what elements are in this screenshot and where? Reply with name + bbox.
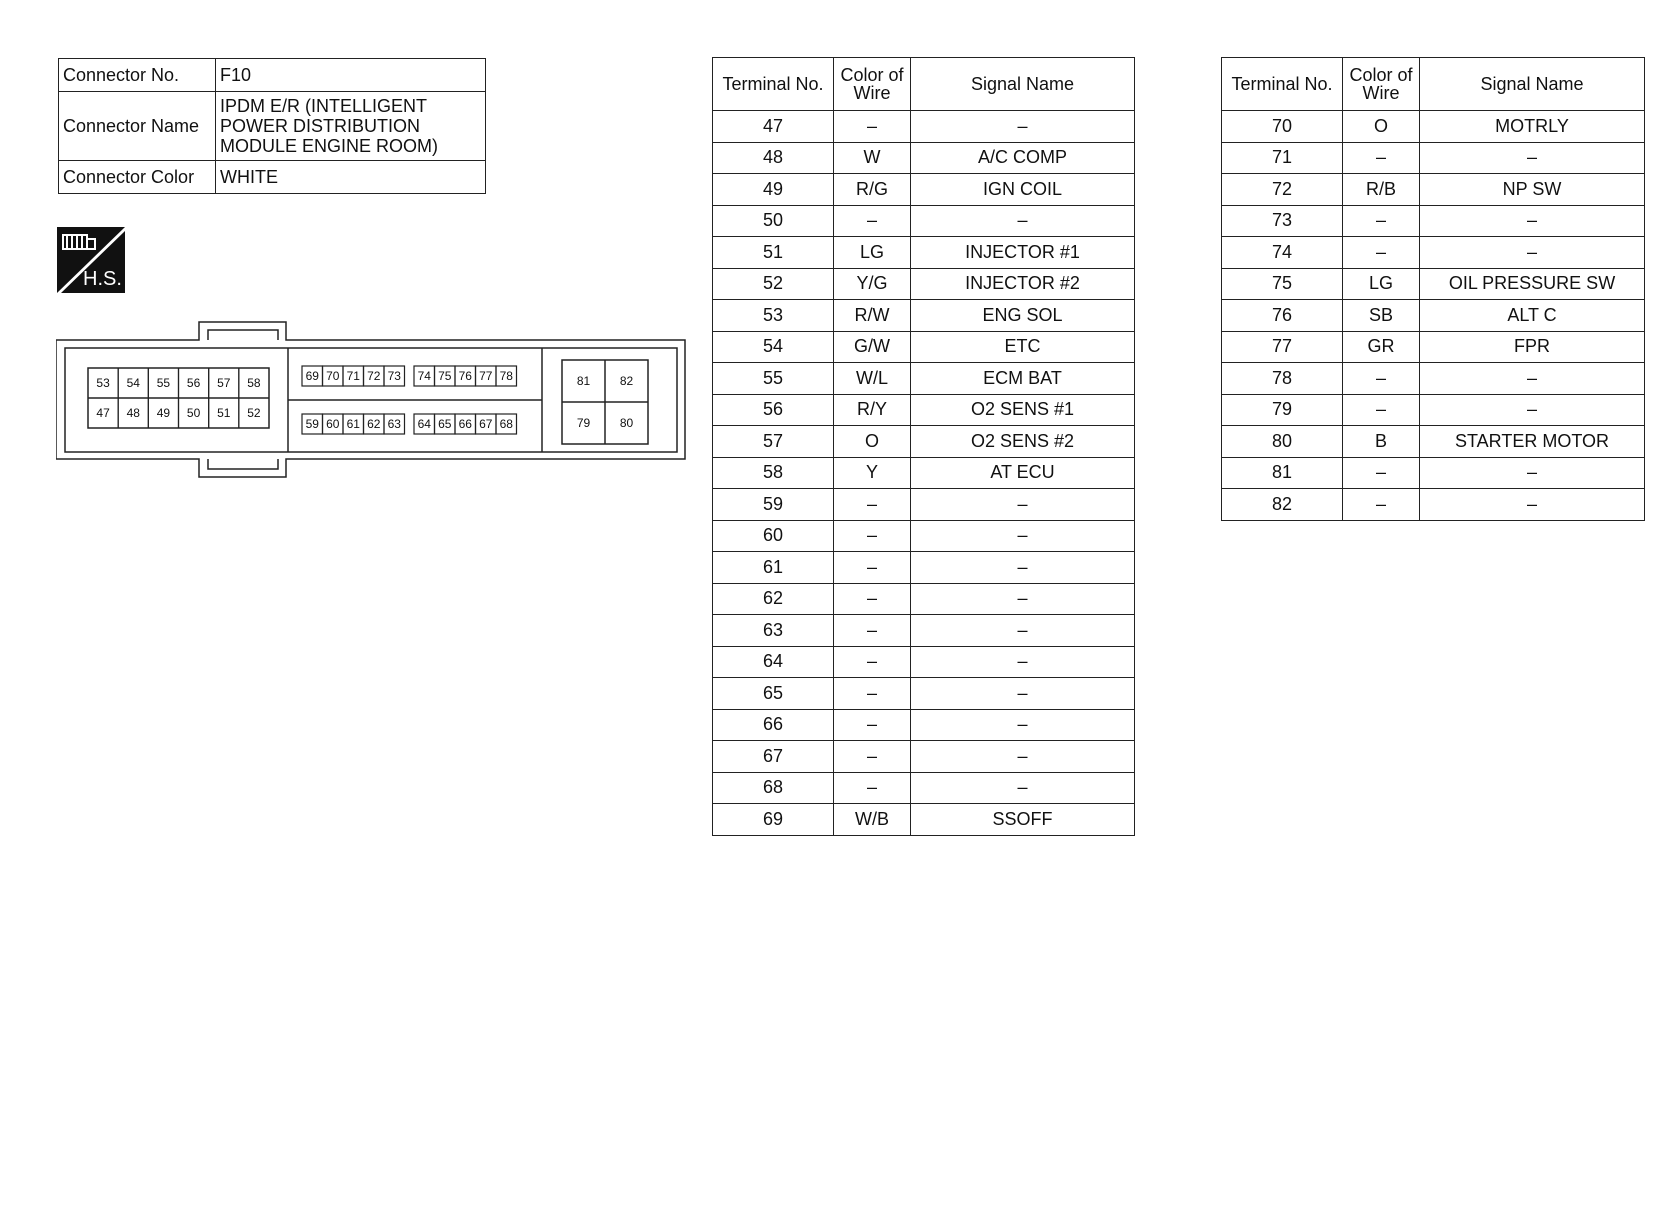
pin-label: 59 xyxy=(305,417,319,431)
wire-color-cell: – xyxy=(1343,457,1420,489)
pin-label: 77 xyxy=(479,369,493,383)
signal-name-cell: A/C COMP xyxy=(911,142,1135,174)
table-row xyxy=(1222,363,1645,395)
table-row xyxy=(713,489,1135,521)
terminal-no-cell: 72 xyxy=(1222,174,1343,206)
signal-name-cell: – xyxy=(911,489,1135,521)
pin-label: 64 xyxy=(417,417,431,431)
pin-label: 51 xyxy=(217,406,231,420)
terminal-no-cell: 76 xyxy=(1222,300,1343,332)
terminal-no-cell: 53 xyxy=(713,300,834,332)
connector-no-value: F10 xyxy=(216,59,486,92)
signal-name-cell: – xyxy=(1420,489,1645,521)
pin-label: 60 xyxy=(326,417,340,431)
signal-name-cell: ENG SOL xyxy=(911,300,1135,332)
pin-label: 55 xyxy=(156,376,171,390)
signal-name-cell: – xyxy=(911,552,1135,584)
terminal-no-cell: 65 xyxy=(713,678,834,710)
signal-name-cell: NP SW xyxy=(1420,174,1645,206)
table-row xyxy=(713,678,1135,710)
wire-color-cell: W xyxy=(834,142,911,174)
wire-color-cell: O xyxy=(1343,111,1420,143)
pin-label: 80 xyxy=(619,416,634,430)
table-row xyxy=(713,237,1135,269)
header-color: Color of Wire xyxy=(834,58,911,111)
wire-color-cell: – xyxy=(834,615,911,647)
pin-label: 79 xyxy=(576,416,591,430)
wire-color-cell: LG xyxy=(834,237,911,269)
table-row xyxy=(713,709,1135,741)
signal-name-cell: – xyxy=(911,520,1135,552)
signal-name-cell: – xyxy=(911,741,1135,773)
table-row xyxy=(713,741,1135,773)
pin-label: 57 xyxy=(217,376,231,390)
pin-label: 53 xyxy=(96,376,110,390)
terminal-no-cell: 54 xyxy=(713,331,834,363)
terminal-no-cell: 59 xyxy=(713,489,834,521)
table-row xyxy=(713,331,1135,363)
hs-badge-text: H.S. xyxy=(83,268,122,290)
table-row xyxy=(713,363,1135,395)
table-row xyxy=(1222,394,1645,426)
table-row xyxy=(713,426,1135,458)
signal-name-cell: – xyxy=(911,646,1135,678)
signal-name-cell: ECM BAT xyxy=(911,363,1135,395)
table-row xyxy=(713,111,1135,143)
signal-name-cell: O2 SENS #2 xyxy=(911,426,1135,458)
wire-color-cell: – xyxy=(834,709,911,741)
terminal-no-cell: 52 xyxy=(713,268,834,300)
wire-color-cell: – xyxy=(834,741,911,773)
table-row xyxy=(713,804,1135,836)
pin-label: 62 xyxy=(367,417,381,431)
signal-name-cell: – xyxy=(911,615,1135,647)
signal-name-cell: OIL PRESSURE SW xyxy=(1420,268,1645,300)
table-row xyxy=(1222,457,1645,489)
terminal-no-cell: 74 xyxy=(1222,237,1343,269)
wire-color-cell: B xyxy=(1343,426,1420,458)
signal-name-cell: – xyxy=(911,111,1135,143)
terminal-no-cell: 77 xyxy=(1222,331,1343,363)
pin-label: 52 xyxy=(247,406,261,420)
wire-color-cell: LG xyxy=(1343,268,1420,300)
signal-name-cell: ALT C xyxy=(1420,300,1645,332)
table-row xyxy=(713,772,1135,804)
table-row xyxy=(1222,331,1645,363)
pin-label: 71 xyxy=(346,369,360,383)
connector-face-diagram xyxy=(56,318,686,482)
pin-label: 82 xyxy=(619,374,634,388)
table-row xyxy=(713,205,1135,237)
terminal-no-cell: 71 xyxy=(1222,142,1343,174)
wire-color-cell: – xyxy=(834,489,911,521)
wire-color-cell: – xyxy=(834,646,911,678)
signal-name-cell: AT ECU xyxy=(911,457,1135,489)
wire-color-cell: R/G xyxy=(834,174,911,206)
terminal-no-cell: 82 xyxy=(1222,489,1343,521)
pin-label: 66 xyxy=(458,417,472,431)
connector-name-label: Connector Name xyxy=(59,92,216,161)
terminal-no-cell: 61 xyxy=(713,552,834,584)
pin-label: 73 xyxy=(387,369,401,383)
header-terminal: Terminal No. xyxy=(1222,58,1343,111)
wire-color-cell: – xyxy=(1343,237,1420,269)
wire-color-cell: – xyxy=(834,772,911,804)
signal-name-cell: – xyxy=(911,709,1135,741)
wire-color-cell: O xyxy=(834,426,911,458)
table-row xyxy=(713,457,1135,489)
terminal-no-cell: 66 xyxy=(713,709,834,741)
table-row xyxy=(1222,489,1645,521)
terminal-no-cell: 73 xyxy=(1222,205,1343,237)
signal-name-cell: – xyxy=(1420,142,1645,174)
table-row xyxy=(1222,426,1645,458)
terminal-no-cell: 80 xyxy=(1222,426,1343,458)
pin-label: 56 xyxy=(186,376,201,390)
hs-badge-icon xyxy=(57,227,125,293)
table-row xyxy=(1222,268,1645,300)
table-row xyxy=(713,394,1135,426)
table-row xyxy=(713,646,1135,678)
signal-name-cell: SSOFF xyxy=(911,804,1135,836)
wire-color-cell: – xyxy=(834,520,911,552)
connector-info-table xyxy=(58,58,486,194)
terminal-no-cell: 47 xyxy=(713,111,834,143)
wire-color-cell: GR xyxy=(1343,331,1420,363)
signal-name-cell: – xyxy=(1420,363,1645,395)
table-row xyxy=(1222,205,1645,237)
terminal-no-cell: 70 xyxy=(1222,111,1343,143)
wire-color-cell: W/L xyxy=(834,363,911,395)
table-row xyxy=(1222,174,1645,206)
signal-name-cell: – xyxy=(911,772,1135,804)
signal-name-cell: MOTRLY xyxy=(1420,111,1645,143)
table-row xyxy=(1222,111,1645,143)
terminal-no-cell: 79 xyxy=(1222,394,1343,426)
connector-color-label: Connector Color xyxy=(59,161,216,194)
pin-label: 76 xyxy=(458,369,472,383)
pin-label: 75 xyxy=(438,369,452,383)
wire-color-cell: SB xyxy=(1343,300,1420,332)
table-row xyxy=(1222,237,1645,269)
wire-color-cell: – xyxy=(834,552,911,584)
terminal-no-cell: 69 xyxy=(713,804,834,836)
terminal-no-cell: 50 xyxy=(713,205,834,237)
wire-color-cell: Y/G xyxy=(834,268,911,300)
signal-name-cell: IGN COIL xyxy=(911,174,1135,206)
signal-name-cell: O2 SENS #1 xyxy=(911,394,1135,426)
signal-name-cell: – xyxy=(1420,457,1645,489)
signal-name-cell: ETC xyxy=(911,331,1135,363)
pin-label: 63 xyxy=(387,417,401,431)
terminal-no-cell: 60 xyxy=(713,520,834,552)
wire-color-cell: – xyxy=(834,111,911,143)
wire-color-cell: Y xyxy=(834,457,911,489)
terminal-no-cell: 62 xyxy=(713,583,834,615)
terminal-no-cell: 48 xyxy=(713,142,834,174)
pin-label: 58 xyxy=(247,376,261,390)
signal-name-cell: – xyxy=(911,678,1135,710)
wire-color-cell: – xyxy=(1343,363,1420,395)
signal-name-cell: INJECTOR #2 xyxy=(911,268,1135,300)
wire-color-cell: R/W xyxy=(834,300,911,332)
wire-color-cell: – xyxy=(1343,142,1420,174)
terminal-no-cell: 68 xyxy=(713,772,834,804)
pin-label: 47 xyxy=(96,406,110,420)
terminal-no-cell: 67 xyxy=(713,741,834,773)
terminal-no-cell: 56 xyxy=(713,394,834,426)
table-row xyxy=(1222,142,1645,174)
pin-label: 74 xyxy=(417,369,431,383)
terminal-table-2 xyxy=(1221,57,1645,521)
signal-name-cell: – xyxy=(1420,205,1645,237)
terminal-no-cell: 57 xyxy=(713,426,834,458)
connector-name-value: IPDM E/R (INTELLIGENT POWER DISTRIBUTION MODULE ENGINE ROOM) xyxy=(216,92,486,161)
wire-color-cell: R/Y xyxy=(834,394,911,426)
terminal-no-cell: 78 xyxy=(1222,363,1343,395)
signal-name-cell: – xyxy=(911,205,1135,237)
table-row xyxy=(713,174,1135,206)
pin-label: 50 xyxy=(186,406,201,420)
terminal-table-1 xyxy=(712,57,1135,836)
terminal-no-cell: 63 xyxy=(713,615,834,647)
terminal-no-cell: 49 xyxy=(713,174,834,206)
header-signal: Signal Name xyxy=(911,58,1135,111)
pin-label: 70 xyxy=(326,369,340,383)
table-row xyxy=(713,520,1135,552)
wire-color-cell: – xyxy=(1343,205,1420,237)
pin-label: 81 xyxy=(576,374,591,388)
connector-color-value: WHITE xyxy=(216,161,486,194)
signal-name-cell: STARTER MOTOR xyxy=(1420,426,1645,458)
terminal-no-cell: 55 xyxy=(713,363,834,395)
pin-label: 61 xyxy=(346,417,360,431)
terminal-no-cell: 58 xyxy=(713,457,834,489)
wire-color-cell: – xyxy=(1343,394,1420,426)
signal-name-cell: – xyxy=(1420,237,1645,269)
pin-label: 78 xyxy=(499,369,513,383)
pin-label: 72 xyxy=(367,369,381,383)
wire-color-cell: W/B xyxy=(834,804,911,836)
wire-color-cell: – xyxy=(1343,489,1420,521)
terminal-no-cell: 51 xyxy=(713,237,834,269)
signal-name-cell: – xyxy=(1420,394,1645,426)
pin-label: 54 xyxy=(126,376,140,390)
terminal-no-cell: 75 xyxy=(1222,268,1343,300)
table-row xyxy=(713,300,1135,332)
terminal-no-cell: 64 xyxy=(713,646,834,678)
wire-color-cell: – xyxy=(834,583,911,615)
table-row xyxy=(713,142,1135,174)
table-row xyxy=(713,268,1135,300)
table-row xyxy=(713,583,1135,615)
table-row xyxy=(713,552,1135,584)
header-terminal: Terminal No. xyxy=(713,58,834,111)
signal-name-cell: INJECTOR #1 xyxy=(911,237,1135,269)
pin-label: 65 xyxy=(438,417,452,431)
wire-color-cell: – xyxy=(834,678,911,710)
pin-label: 49 xyxy=(156,406,171,420)
pin-label: 68 xyxy=(499,417,513,431)
header-signal: Signal Name xyxy=(1420,58,1645,111)
pin-label: 69 xyxy=(305,369,319,383)
table-row xyxy=(1222,300,1645,332)
wire-color-cell: – xyxy=(834,205,911,237)
pin-label: 48 xyxy=(126,406,140,420)
table-row xyxy=(713,615,1135,647)
header-color: Color of Wire xyxy=(1343,58,1420,111)
terminal-no-cell: 81 xyxy=(1222,457,1343,489)
pin-label: 67 xyxy=(479,417,493,431)
connector-no-label: Connector No. xyxy=(59,59,216,92)
signal-name-cell: – xyxy=(911,583,1135,615)
signal-name-cell: FPR xyxy=(1420,331,1645,363)
wire-color-cell: R/B xyxy=(1343,174,1420,206)
wire-color-cell: G/W xyxy=(834,331,911,363)
